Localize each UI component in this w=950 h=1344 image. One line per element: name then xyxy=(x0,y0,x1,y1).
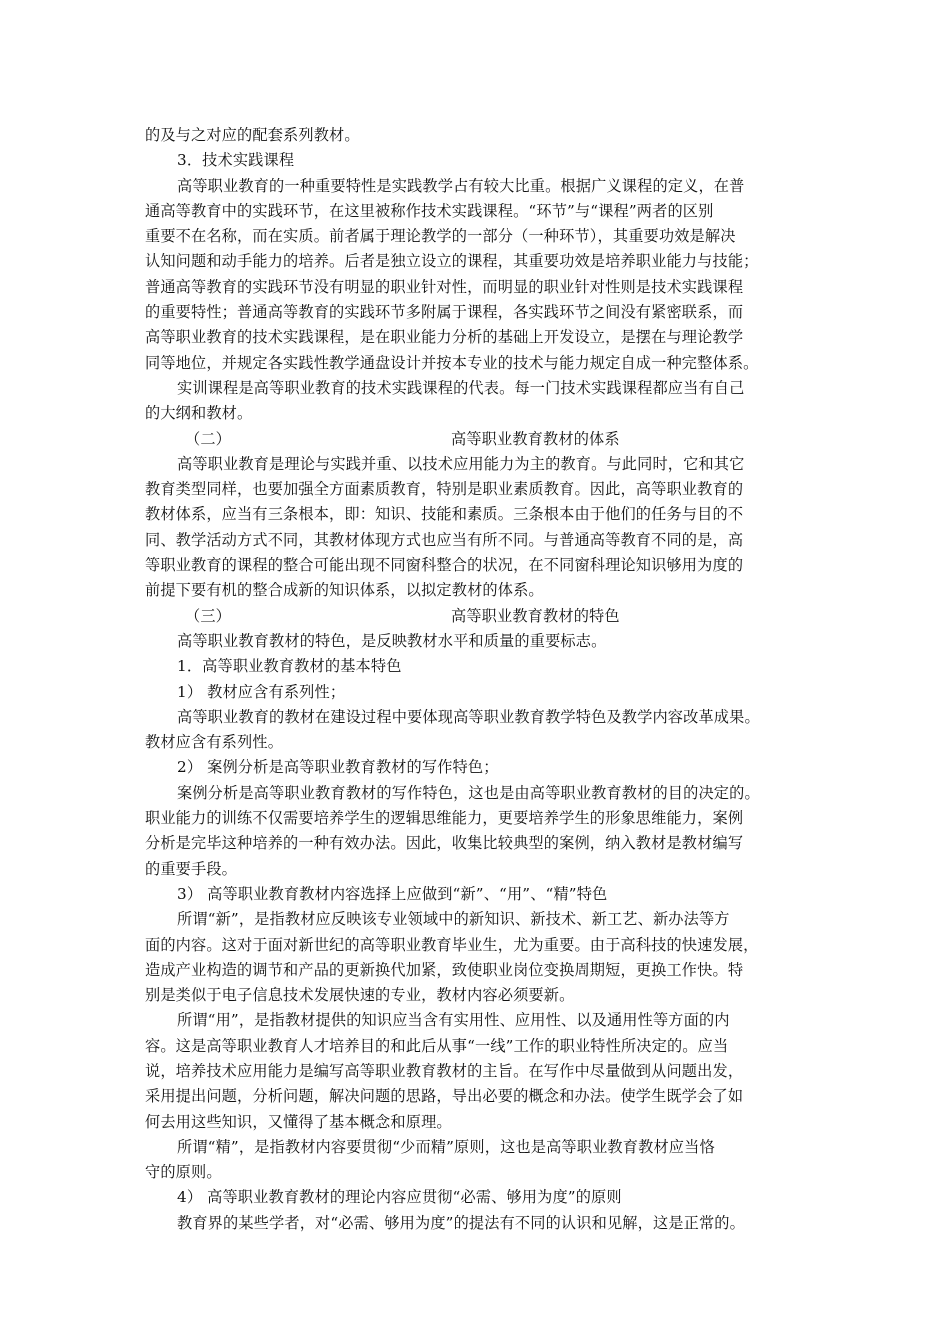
paragraph-line: 职业能力的训练不仅需要培养学生的逻辑思维能力，更要培养学生的形象思维能力，案例 xyxy=(145,809,744,828)
paragraph-first-line: 所谓“用”，是指教材提供的知识应当含有实用性、应用性、以及通用性等方面的内 xyxy=(177,1011,730,1030)
paragraph-first-line: 1） 教材应含有系列性； xyxy=(177,682,346,701)
paragraph-line: 通高等教育中的实践环节，在这里被称作技术实践课程。“环节”与“课程”两者的区别 xyxy=(145,201,714,220)
section-number: （二） xyxy=(185,429,232,448)
paragraph-first-line: 1．高等职业教育教材的基本特色 xyxy=(177,657,402,676)
section-heading xyxy=(145,604,825,629)
section-title: 高等职业教育教材的特色 xyxy=(451,606,620,625)
paragraph-line: 同、教学活动方式不同，其教材体现方式也应当有所不同。与普通高等教育不同的是，高 xyxy=(145,530,744,549)
paragraph-first-line: 高等职业教育教材的特色，是反映教材水平和质量的重要标志。 xyxy=(177,631,607,650)
paragraph-line: 的重要特性；普通高等教育的实践环节多附属于课程，各实践环节之间没有紧密联系，而 xyxy=(145,303,744,322)
paragraph-first-line: 4） 高等职业教育教材的理论内容应贯彻“必需、够用为度”的原则 xyxy=(177,1188,622,1207)
paragraph-line: 等职业教育的课程的整合可能出现不同窗科整合的状况，在不同窗科理论知识够用为度的 xyxy=(145,556,744,575)
section-title: 高等职业教育教材的体系 xyxy=(451,429,620,448)
paragraph-line: 高等职业教育的技术实践课程，是在职业能力分析的基础上开发设立，是摆在与理论教学 xyxy=(145,328,744,347)
paragraph-line: 别是类似于电子信息技术发展快速的专业，教材内容必须要新。 xyxy=(145,986,575,1005)
paragraph-first-line: 高等职业教育是理论与实践并重、以技术应用能力为主的教育。与此同时，它和其它 xyxy=(177,454,745,473)
paragraph-line: 教材体系，应当有三条根本，即：知识、技能和素质。三条根本由于他们的任务与目的不 xyxy=(145,505,744,524)
paragraph-first-line: 3．技术实践课程 xyxy=(177,151,295,170)
paragraph-first-line: 所谓“精”，是指教材内容要贯彻“少而精”原则，这也是高等职业教育教材应当恪 xyxy=(177,1137,715,1156)
paragraph-line: 的重要手段。 xyxy=(145,859,238,878)
paragraph-line: 造成产业构造的调节和产品的更新换代加紧，致使职业岗位变换周期短，更换工作快。特 xyxy=(145,960,744,979)
section-number: （三） xyxy=(185,606,232,625)
paragraph-first-line: 3） 高等职业教育教材内容选择上应做到“新”、“用”、“精”特色 xyxy=(177,884,608,903)
paragraph-line: 的及与之对应的配套系列教材。 xyxy=(145,126,360,144)
paragraph-line: 容。这是高等职业教育人才培养目的和此后从事“一线”工作的职业特性所决定的。应当 xyxy=(145,1036,729,1055)
paragraph-line: 教材应含有系列性。 xyxy=(145,733,284,752)
paragraph-line: 的大纲和教材。 xyxy=(145,404,253,423)
section-heading xyxy=(145,427,825,452)
paragraph-first-line: 高等职业教育的一种重要特性是实践教学占有较大比重。根据广义课程的定义，在普 xyxy=(177,176,745,195)
paragraph-line: 何去用这些知识，又懂得了基本概念和原理。 xyxy=(145,1112,452,1131)
paragraph-first-line: 教育界的某些学者，对“必需、够用为度”的提法有不同的认识和见解，这是正常的。 xyxy=(177,1213,745,1232)
paragraph-line: 采用提出问题，分析问题，解决问题的思路，导出必要的概念和办法。使学生既学会了如 xyxy=(145,1087,744,1106)
paragraph-line: 认知问题和动手能力的培养。后者是独立设立的课程，其重要功效是培养职业能力与技能； xyxy=(145,252,759,271)
paragraph-first-line: 所谓“新”，是指教材应反映该专业领域中的新知识、新技术、新工艺、新办法等方 xyxy=(177,910,730,929)
paragraph-first-line: 实训课程是高等职业教育的技术实践课程的代表。每一门技术实践课程都应当有自己 xyxy=(177,378,745,397)
paragraph-first-line: 案例分析是高等职业教育教材的写作特色，这也是由高等职业教育教材的目的决定的。 xyxy=(177,783,760,802)
paragraph-line: 重要不在名称，而在实质。前者属于理论教学的一部分（一种环节），其重要功效是解决 xyxy=(145,227,736,246)
paragraph-line: 面的内容。这对于面对新世纪的高等职业教育毕业生，尤为重要。由于高科技的快速发展， xyxy=(145,935,759,954)
paragraph-line: 普通高等教育的实践环节没有明显的职业针对性，而明显的职业针对性则是技术实践课程 xyxy=(145,277,744,296)
paragraph-line: 同等地位，并规定各实践性教学通盘设计并按本专业的技术与能力规定自成一种完整体系。 xyxy=(145,353,759,372)
paragraph-first-line: 高等职业教育的教材在建设过程中要体现高等职业教育教学特色及教学内容改革成果。 xyxy=(177,707,760,726)
paragraph-line: 守的原则。 xyxy=(145,1163,222,1182)
paragraph-line: 教育类型同样，也要加强全方面素质教育，特别是职业素质教育。因此，高等职业教育的 xyxy=(145,480,744,499)
paragraph-line: 前提下要有机的整合成新的知识体系，以拟定教材的体系。 xyxy=(145,581,544,600)
paragraph-line: 分析是完毕这种培养的一种有效办法。因此，收集比较典型的案例，纳入教材是教材编写 xyxy=(145,834,744,853)
document-body xyxy=(145,123,825,1236)
paragraph-line: 说，培养技术应用能力是编写高等职业教育教材的主旨。在写作中尽量做到从问题出发， xyxy=(145,1061,744,1080)
paragraph-first-line: 2） 案例分析是高等职业教育教材的写作特色； xyxy=(177,758,499,777)
